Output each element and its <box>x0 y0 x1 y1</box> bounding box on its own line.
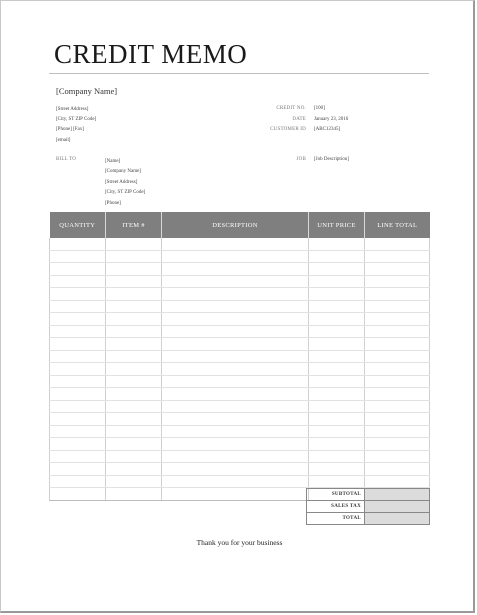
subtotal-label: SUBTOTAL <box>307 489 365 501</box>
job-label: JOB <box>296 157 306 162</box>
cell-description[interactable] <box>162 238 309 250</box>
column-header-unit-price: UNIT PRICE <box>309 212 365 238</box>
table-row <box>50 275 430 288</box>
cell-quantity[interactable] <box>50 400 106 413</box>
bill-to-line: [City, ST ZIP Code] <box>105 190 146 195</box>
cell-quantity[interactable] <box>50 250 106 263</box>
cell-description[interactable] <box>162 288 309 301</box>
cell-item[interactable] <box>106 263 162 276</box>
cell-item[interactable] <box>106 275 162 288</box>
table-row <box>50 325 430 338</box>
subtotal-field[interactable] <box>365 489 430 501</box>
footer-thanks: Thank you for your business <box>196 538 283 547</box>
table-row <box>50 475 430 488</box>
cell-unit-price[interactable] <box>309 250 365 263</box>
address-line: [Street Address] <box>56 107 89 112</box>
cell-quantity[interactable] <box>50 263 106 276</box>
cell-quantity[interactable] <box>50 238 106 250</box>
cell-description[interactable] <box>162 338 309 351</box>
column-header-quantity: QUANTITY <box>50 212 106 238</box>
cell-item[interactable] <box>106 300 162 313</box>
cell-quantity[interactable] <box>50 300 106 313</box>
items-table <box>49 212 430 501</box>
table-row <box>50 350 430 363</box>
cell-description[interactable] <box>162 413 309 426</box>
cell-description[interactable] <box>162 325 309 338</box>
cell-unit-price[interactable] <box>309 475 365 488</box>
company-name: [Company Name] <box>56 86 118 96</box>
cell-unit-price[interactable] <box>309 325 365 338</box>
column-header-item: ITEM # <box>106 212 162 238</box>
cell-unit-price[interactable] <box>309 438 365 451</box>
table-row <box>50 338 430 351</box>
cell-item[interactable] <box>106 450 162 463</box>
total-label: TOTAL <box>307 513 365 525</box>
cell-line-total[interactable] <box>365 400 430 413</box>
cell-line-total[interactable] <box>365 325 430 338</box>
page-title: CREDIT MEMO <box>54 39 248 69</box>
table-row <box>50 363 430 376</box>
cell-description[interactable] <box>162 363 309 376</box>
sales-tax-row <box>307 501 430 513</box>
cell-item[interactable] <box>106 238 162 250</box>
bill-to-line: [Company Name] <box>105 169 141 174</box>
cell-quantity[interactable] <box>50 475 106 488</box>
cell-unit-price[interactable] <box>309 375 365 388</box>
cell-quantity[interactable] <box>50 275 106 288</box>
table-row <box>50 400 430 413</box>
table-row <box>50 450 430 463</box>
cell-quantity[interactable] <box>50 388 106 401</box>
customer-id-value: [ABC12345] <box>314 127 341 132</box>
cell-unit-price[interactable] <box>309 363 365 376</box>
cell-item[interactable] <box>106 438 162 451</box>
sales-tax-field[interactable] <box>365 501 430 513</box>
cell-description[interactable] <box>162 263 309 276</box>
cell-quantity[interactable] <box>50 375 106 388</box>
cell-description[interactable] <box>162 475 309 488</box>
column-header-line-total: LINE TOTAL <box>365 212 430 238</box>
cell-quantity[interactable] <box>50 288 106 301</box>
cell-unit-price[interactable] <box>309 400 365 413</box>
job-value: [Job Description] <box>314 157 349 162</box>
cell-quantity[interactable] <box>50 450 106 463</box>
table-row <box>50 463 430 476</box>
cell-line-total[interactable] <box>365 475 430 488</box>
totals-table <box>306 488 430 525</box>
table-row <box>50 375 430 388</box>
subtotal-row <box>307 489 430 501</box>
title-divider <box>49 73 429 74</box>
cell-quantity[interactable] <box>50 413 106 426</box>
bill-to-label: BILL TO <box>56 157 77 162</box>
cell-unit-price[interactable] <box>309 263 365 276</box>
cell-line-total[interactable] <box>365 350 430 363</box>
total-field[interactable] <box>365 513 430 525</box>
cell-description[interactable] <box>162 250 309 263</box>
cell-unit-price[interactable] <box>309 288 365 301</box>
cell-description[interactable] <box>162 388 309 401</box>
cell-item[interactable] <box>106 350 162 363</box>
cell-line-total[interactable] <box>365 250 430 263</box>
cell-line-total[interactable] <box>365 288 430 301</box>
cell-item[interactable] <box>106 313 162 326</box>
cell-description[interactable] <box>162 375 309 388</box>
cell-item[interactable] <box>106 488 162 501</box>
address-line: [City, ST ZIP Code] <box>56 117 97 122</box>
table-row <box>50 313 430 326</box>
cell-line-total[interactable] <box>365 388 430 401</box>
cell-quantity[interactable] <box>50 325 106 338</box>
cell-line-total[interactable] <box>365 313 430 326</box>
cell-quantity[interactable] <box>50 350 106 363</box>
table-row <box>50 250 430 263</box>
table-row <box>50 425 430 438</box>
items-header-row <box>50 212 430 238</box>
cell-unit-price[interactable] <box>309 388 365 401</box>
cell-item[interactable] <box>106 375 162 388</box>
cell-item[interactable] <box>106 388 162 401</box>
address-line: [Phone] [Fax] <box>56 127 84 132</box>
cell-item[interactable] <box>106 288 162 301</box>
cell-quantity[interactable] <box>50 313 106 326</box>
date-value: January 23, 2016 <box>314 117 349 122</box>
table-row <box>50 438 430 451</box>
cell-quantity[interactable] <box>50 425 106 438</box>
cell-quantity[interactable] <box>50 363 106 376</box>
table-row <box>50 300 430 313</box>
cell-quantity[interactable] <box>50 338 106 351</box>
cell-unit-price[interactable] <box>309 450 365 463</box>
cell-unit-price[interactable] <box>309 413 365 426</box>
cell-unit-price[interactable] <box>309 338 365 351</box>
cell-description[interactable] <box>162 300 309 313</box>
table-row <box>50 238 430 250</box>
cell-line-total[interactable] <box>365 413 430 426</box>
cell-description[interactable] <box>162 275 309 288</box>
cell-description[interactable] <box>162 450 309 463</box>
bill-to-line: [Street Address] <box>105 180 138 185</box>
cell-quantity[interactable] <box>50 438 106 451</box>
cell-item[interactable] <box>106 363 162 376</box>
table-row <box>50 263 430 276</box>
cell-item[interactable] <box>106 338 162 351</box>
bill-to-line: [Name] <box>105 159 121 164</box>
cell-quantity[interactable] <box>50 463 106 476</box>
table-row <box>50 388 430 401</box>
cell-unit-price[interactable] <box>309 313 365 326</box>
cell-item[interactable] <box>106 400 162 413</box>
customer-id-label: CUSTOMER ID <box>270 127 306 132</box>
cell-unit-price[interactable] <box>309 300 365 313</box>
cell-line-total[interactable] <box>365 275 430 288</box>
cell-item[interactable] <box>106 475 162 488</box>
credit-no-label: CREDIT NO. <box>276 106 306 111</box>
cell-unit-price[interactable] <box>309 350 365 363</box>
items-body <box>50 238 430 500</box>
cell-line-total[interactable] <box>365 338 430 351</box>
cell-description[interactable] <box>162 350 309 363</box>
cell-description[interactable] <box>162 438 309 451</box>
cell-item[interactable] <box>106 250 162 263</box>
column-header-description: DESCRIPTION <box>162 212 309 238</box>
cell-item[interactable] <box>106 413 162 426</box>
cell-line-total[interactable] <box>365 300 430 313</box>
cell-item[interactable] <box>106 463 162 476</box>
sales-tax-label: SALES TAX <box>307 501 365 513</box>
cell-line-total[interactable] <box>365 463 430 476</box>
cell-description[interactable] <box>162 425 309 438</box>
cell-line-total[interactable] <box>365 263 430 276</box>
cell-line-total[interactable] <box>365 238 430 250</box>
cell-line-total[interactable] <box>365 363 430 376</box>
total-row <box>307 513 430 525</box>
address-line: [email] <box>56 138 71 143</box>
cell-description[interactable] <box>162 400 309 413</box>
table-row <box>50 413 430 426</box>
cell-description[interactable] <box>162 488 309 501</box>
cell-unit-price[interactable] <box>309 425 365 438</box>
cell-unit-price[interactable] <box>309 463 365 476</box>
cell-description[interactable] <box>162 463 309 476</box>
cell-line-total[interactable] <box>365 425 430 438</box>
table-row <box>50 288 430 301</box>
bill-to-line: [Phone] <box>105 201 121 206</box>
cell-item[interactable] <box>106 425 162 438</box>
date-label: DATE <box>292 117 306 122</box>
cell-description[interactable] <box>162 313 309 326</box>
cell-quantity[interactable] <box>50 488 106 501</box>
cell-line-total[interactable] <box>365 450 430 463</box>
cell-unit-price[interactable] <box>309 238 365 250</box>
cell-unit-price[interactable] <box>309 275 365 288</box>
cell-line-total[interactable] <box>365 375 430 388</box>
credit-no-value: [100] <box>314 106 325 111</box>
cell-line-total[interactable] <box>365 438 430 451</box>
cell-item[interactable] <box>106 325 162 338</box>
